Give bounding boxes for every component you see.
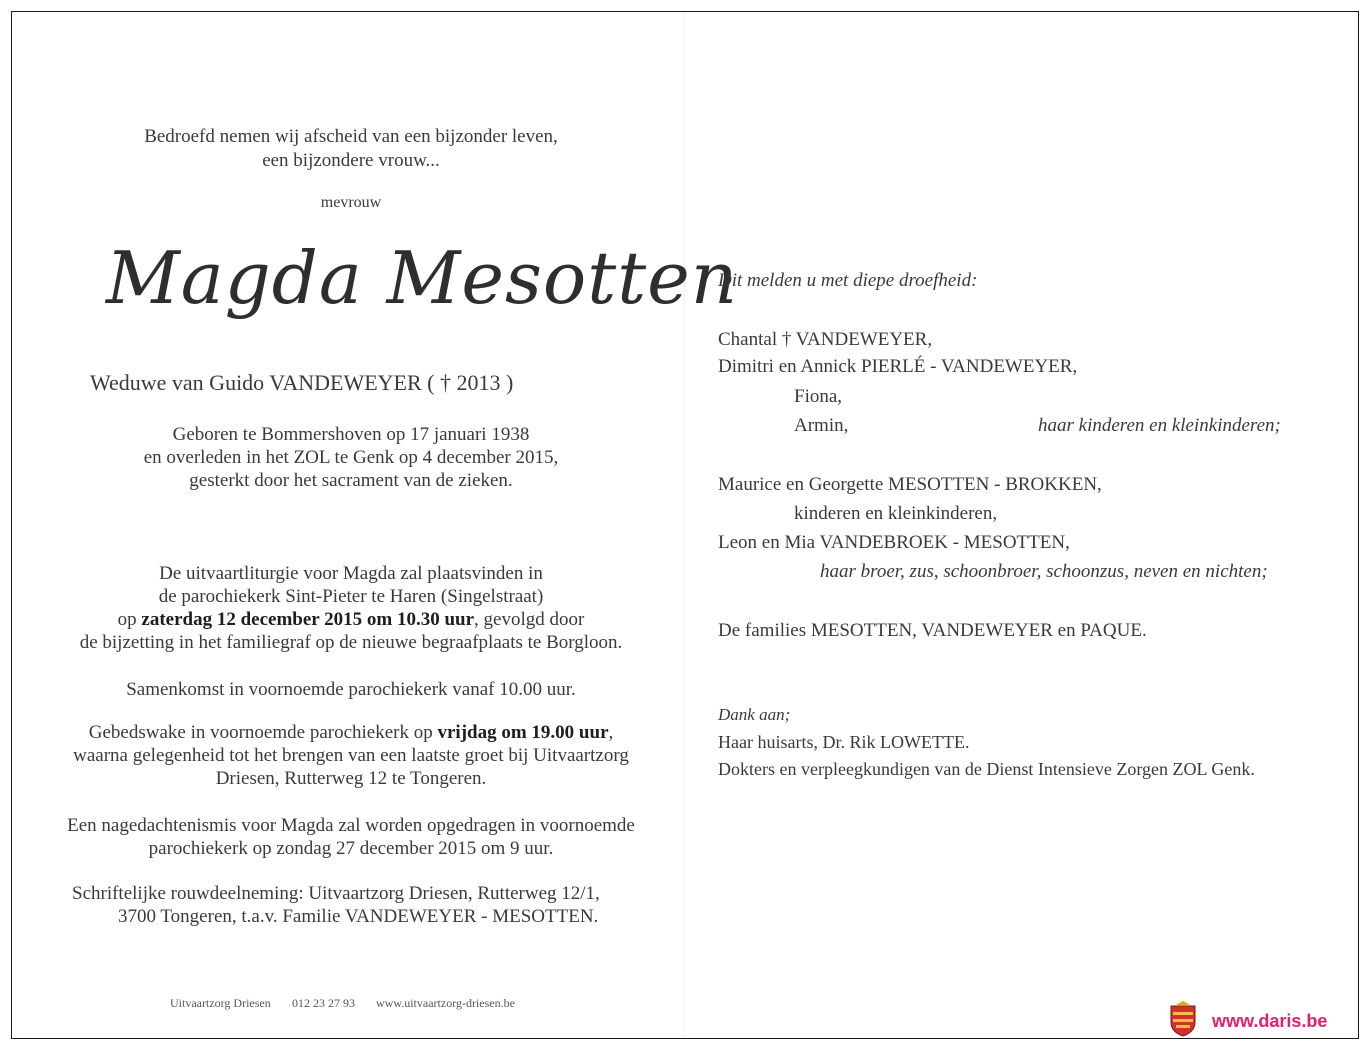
salutation: mevrouw bbox=[320, 194, 382, 211]
thanks-heading: Dank aan; bbox=[718, 705, 791, 724]
funeral-line-1: De uitvaartliturgie voor Magda zal plaatsvinden in bbox=[159, 563, 543, 584]
wake-line-2: waarna gelegenheid tot het brengen van een laatste groet bij Uitvaartzorg bbox=[73, 745, 629, 766]
funeral-line-4: de bijzetting in het familiegraf op de nieuwe begraafplaats te Borgloon. bbox=[79, 632, 623, 653]
family-line-4: Armin, bbox=[794, 415, 849, 436]
funeral-line-3-post: , gevolgd door bbox=[474, 609, 585, 630]
wake-time: vrijdag om 19.00 uur bbox=[437, 722, 609, 743]
mass-line-1: Een nagedachtenismis voor Magda zal worden opgedragen in voornoemde bbox=[67, 815, 635, 836]
funeral-date: zaterdag 12 december 2015 om 10.30 uur bbox=[141, 609, 475, 630]
funeral-line-3-pre: op bbox=[117, 609, 142, 630]
announcement-heading: Dit melden u met diepe droefheid: bbox=[718, 270, 978, 291]
widow-line: Weduwe van Guido VANDEWEYER ( † 2013 ) bbox=[90, 370, 514, 395]
gathering-line: Samenkomst in voornoemde parochiekerk vanaf 10.00 uur. bbox=[126, 679, 576, 700]
family-line-8: haar broer, zus, schoonbroer, schoonzus, neven en nichten; bbox=[820, 561, 1268, 582]
condolence-line-2: 3700 Tongeren, t.a.v. Familie VANDEWEYER - MESOTTEN. bbox=[118, 906, 599, 927]
thanks-line-2: Dokters en verpleegkundigen van de Dienst Intensieve Zorgen ZOL Genk. bbox=[718, 759, 1255, 779]
families-line: De families MESOTTEN, VANDEWEYER en PAQUE. bbox=[718, 620, 1147, 641]
died-line: en overleden in het ZOL te Genk op 4 december 2015, bbox=[143, 447, 559, 468]
footer-website: www.uitvaartzorg-driesen.be bbox=[376, 996, 515, 1010]
funeral-line-2: de parochiekerk Sint-Pieter te Haren (Singelstraat) bbox=[158, 586, 544, 607]
mass-line-2: parochiekerk op zondag 27 december 2015 om 9 uur. bbox=[148, 838, 554, 859]
intro-line-2: een bijzondere vrouw... bbox=[262, 150, 440, 171]
footer-company: Uitvaartzorg Driesen bbox=[170, 996, 271, 1010]
sacrament-line: gesterkt door het sacrament van de zieken. bbox=[189, 470, 513, 491]
condolence-line-1: Schriftelijke rouwdeelneming: Uitvaartzorg Driesen, Rutterweg 12/1, bbox=[72, 883, 600, 904]
born-line: Geboren te Bommershoven op 17 januari 1938 bbox=[172, 424, 530, 445]
footer-phone: 012 23 27 93 bbox=[292, 996, 355, 1010]
family-line-3: Fiona, bbox=[794, 386, 843, 407]
wake-line-1-pre: Gebedswake in voornoemde parochiekerk op bbox=[88, 722, 438, 743]
family-line-5: Maurice en Georgette MESOTTEN - BROKKEN, bbox=[718, 474, 1102, 495]
watermark-text[interactable]: www.daris.be bbox=[1212, 1011, 1328, 1031]
family-line-2: Dimitri en Annick PIERLÉ - VANDEWEYER, bbox=[718, 356, 1078, 377]
wake-line-1-post: , bbox=[608, 722, 614, 743]
family-line-4-note: haar kinderen en kleinkinderen; bbox=[1038, 415, 1281, 436]
thanks-line-1: Haar huisarts, Dr. Rik LOWETTE. bbox=[718, 732, 970, 752]
crest-icon bbox=[1167, 998, 1199, 1038]
intro-line-1: Bedroefd nemen wij afscheid van een bijzonder leven, bbox=[144, 126, 558, 147]
family-line-1: Chantal † VANDEWEYER, bbox=[718, 329, 933, 350]
wake-line-3: Driesen, Rutterweg 12 te Tongeren. bbox=[215, 768, 487, 789]
deceased-name: Magda Mesotten bbox=[106, 236, 739, 320]
family-line-6: kinderen en kleinkinderen, bbox=[794, 503, 998, 524]
family-line-7: Leon en Mia VANDEBROEK - MESOTTEN, bbox=[718, 532, 1070, 553]
